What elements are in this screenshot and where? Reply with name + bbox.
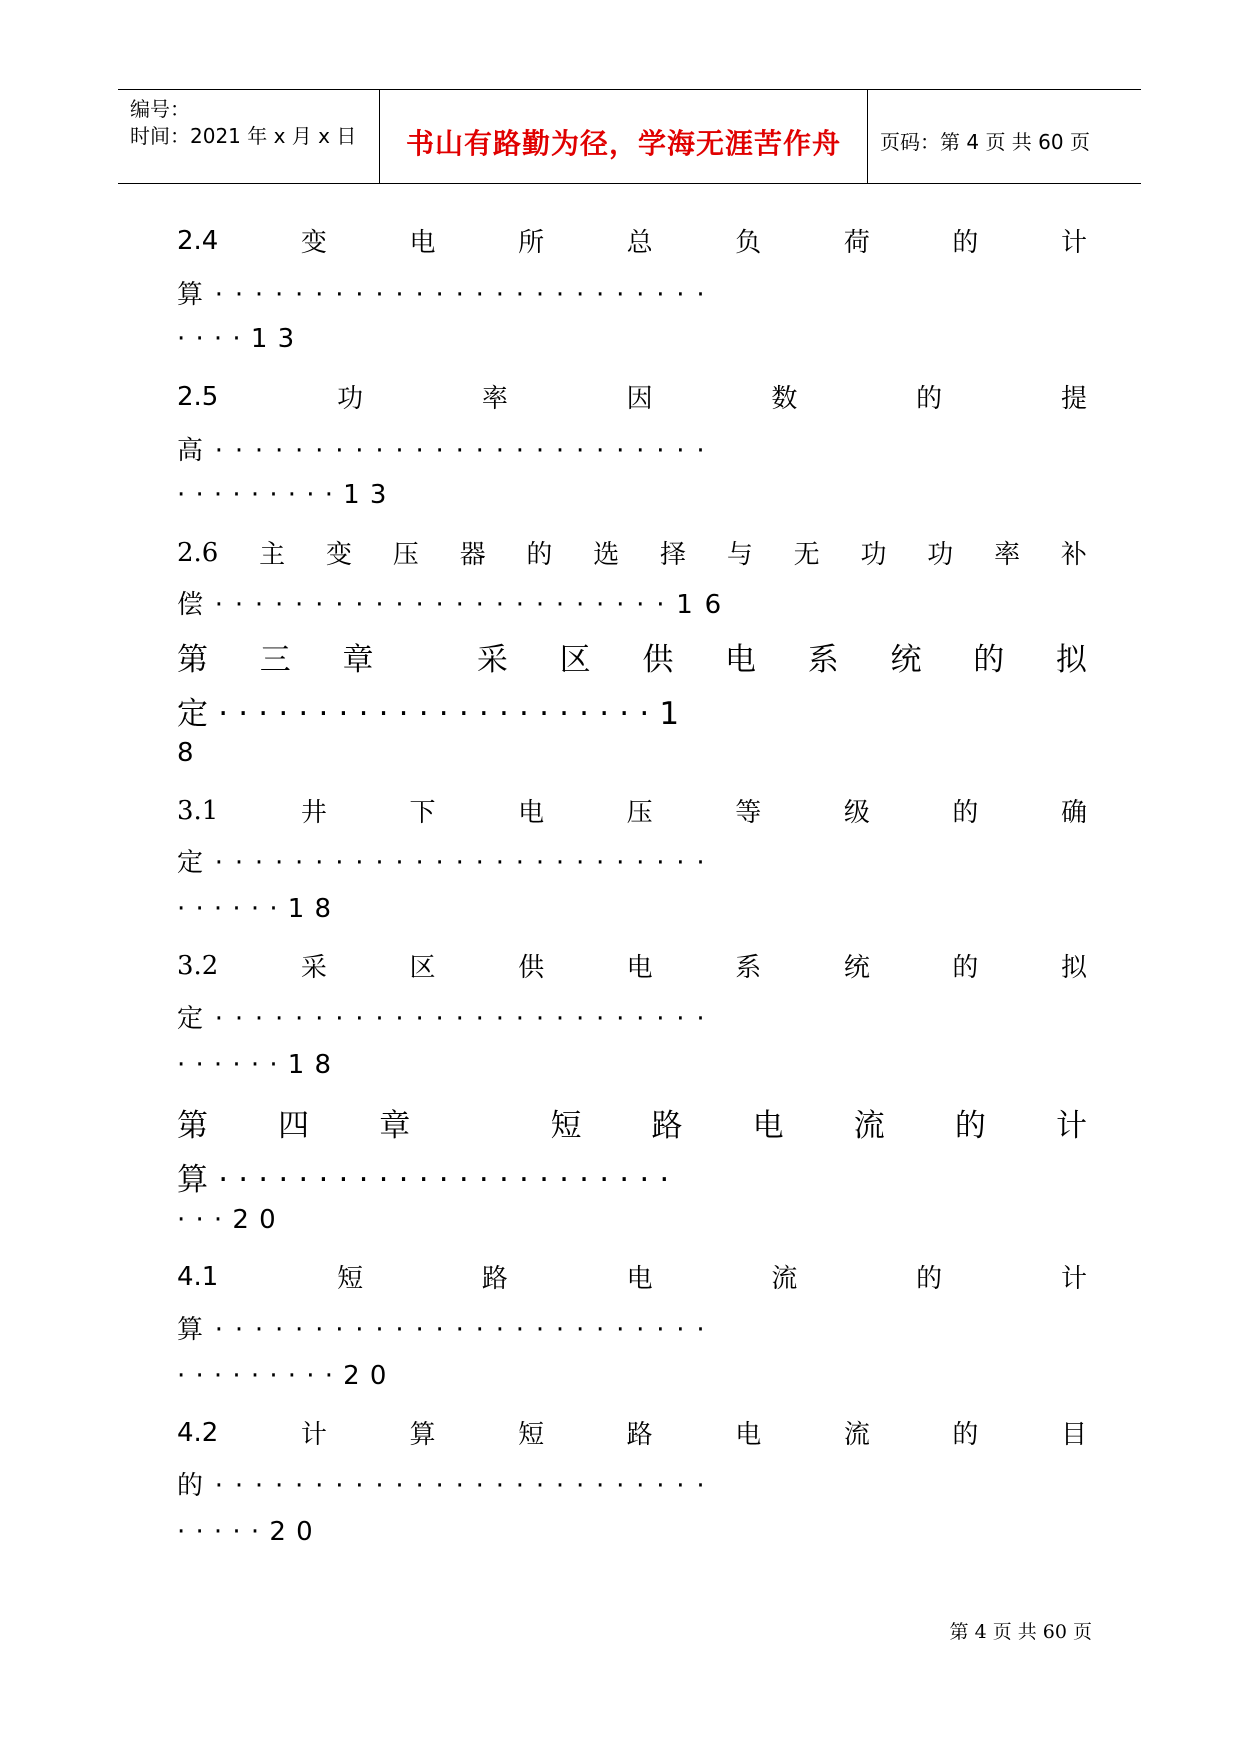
title-char: 电 [626, 1264, 653, 1294]
title-char: 供 [518, 953, 545, 983]
toc-entry-3-2-leader: 定························· [177, 1004, 717, 1034]
toc-chapter-4-page: ···20 [177, 1205, 286, 1235]
title-char: 率 [481, 384, 508, 414]
title-char: 因 [626, 384, 653, 414]
title-char: 计 [1060, 1264, 1087, 1294]
toc-entry-2-5-title [177, 378, 1087, 415]
title-char: 拟 [1055, 642, 1087, 678]
title-char: 采 [476, 642, 508, 678]
title-char: 电 [735, 1420, 762, 1450]
toc-entry-2-4-leader: 算························· [177, 280, 717, 310]
section-number: 2.5 [177, 381, 219, 412]
toc-entry-3-1-page: ······18 [177, 894, 342, 924]
title-char: 负 [735, 228, 762, 258]
title-char: 区 [409, 953, 436, 983]
title-char: 流 [771, 1264, 798, 1294]
header-page-info: 页码：第 4 页 共 60 页 [880, 130, 1090, 154]
title-char: 的 [526, 540, 553, 570]
title-char: 电 [752, 1108, 784, 1144]
title-char: 目 [1060, 1420, 1087, 1450]
title-char: 的 [973, 642, 1005, 678]
title-char: 功 [337, 384, 364, 414]
title-char: 的 [952, 1420, 979, 1450]
title-char: 择 [660, 540, 687, 570]
title-char: 级 [843, 798, 870, 828]
title-char: 功 [927, 540, 954, 570]
title-char: 荷 [843, 228, 870, 258]
page-footer: 第 4 页 共 60 页 [949, 1621, 1092, 1643]
title-char: 压 [392, 540, 419, 570]
title-char: 路 [651, 1108, 683, 1144]
title-char: 数 [771, 384, 798, 414]
toc-entry-2-4-page: ····13 [177, 324, 305, 354]
toc-entry-4-2-page: ·····20 [177, 1517, 323, 1547]
title-char: 电 [409, 228, 436, 258]
toc-entry-2-5-leader: 高························· [177, 436, 717, 466]
title-char: 变 [300, 228, 327, 258]
title-char: 系 [735, 953, 762, 983]
toc-entry-3-2-title [177, 947, 1087, 984]
date-label: 时间：2021 年 x 月 x 日 [130, 124, 357, 148]
section-number: 4.2 [177, 1417, 219, 1448]
header-meta [118, 90, 379, 183]
page-header [118, 89, 1141, 184]
title-char: 电 [626, 953, 653, 983]
toc-chapter-4-title [177, 1100, 1087, 1145]
toc-entry-4-1-title [177, 1258, 1087, 1295]
title-char: 短 [337, 1264, 364, 1294]
title-char: 流 [853, 1108, 885, 1144]
title-char: 第 [177, 1108, 208, 1144]
toc-chapter-4-leader: 算······················· [177, 1162, 680, 1198]
title-char: 补 [1060, 540, 1087, 570]
title-char: 采 [300, 953, 327, 983]
toc-entry-4-1-leader: 算························· [177, 1315, 717, 1345]
header-motto-cell [379, 90, 868, 183]
serial-number-label: 编号： [130, 97, 190, 121]
title-char: 计 [1060, 228, 1087, 258]
toc-entry-3-1-leader: 定························· [177, 848, 717, 878]
title-char: 率 [994, 540, 1021, 570]
title-char: 提 [1060, 384, 1087, 414]
title-char: 的 [954, 1108, 986, 1144]
title-char: 章 [342, 642, 374, 678]
title-char: 章 [379, 1108, 411, 1144]
title-char: 统 [890, 642, 922, 678]
section-number: 3.2 [177, 950, 219, 981]
toc-chapter-3-leader: 定······················1 [177, 696, 690, 732]
motto: 书山有路勤为径，学海无涯苦作舟 [405, 126, 841, 160]
title-char: 的 [916, 384, 943, 414]
title-char: 路 [481, 1264, 508, 1294]
toc-entry-2-6-leader: 偿·······················16 [177, 590, 733, 620]
toc-entry-3-1-title [177, 792, 1087, 829]
title-char: 的 [952, 953, 979, 983]
title-char: 等 [735, 798, 762, 828]
toc-chapter-3-title [177, 634, 1087, 679]
title-char: 计 [300, 1420, 327, 1450]
section-number: 2.6 [177, 537, 219, 568]
toc-entry-2-6-title [177, 534, 1087, 571]
title-char: 系 [807, 642, 839, 678]
section-number: 3.1 [177, 795, 219, 826]
title-char: 短 [550, 1108, 582, 1144]
section-number: 4.1 [177, 1261, 219, 1292]
title-char: 的 [916, 1264, 943, 1294]
title-char: 拟 [1060, 953, 1087, 983]
title-char: 路 [626, 1420, 653, 1450]
title-char: 器 [459, 540, 486, 570]
toc-entry-2-5-page: ·········13 [177, 480, 397, 510]
title-char: 功 [860, 540, 887, 570]
title-char: 主 [259, 540, 286, 570]
title-char: 电 [518, 798, 545, 828]
toc-entry-4-1-page: ·········20 [177, 1361, 397, 1391]
toc-entry-4-2-title [177, 1414, 1087, 1451]
title-char: 区 [559, 642, 591, 678]
title-char: 井 [300, 798, 327, 828]
title-char: 短 [518, 1420, 545, 1450]
title-char: 的 [952, 228, 979, 258]
toc-entry-2-4-title [177, 222, 1087, 259]
title-char: 供 [642, 642, 674, 678]
title-char: 确 [1060, 798, 1087, 828]
title-char: 四 [278, 1108, 310, 1144]
title-char: 三 [259, 642, 291, 678]
toc-entry-3-2-page: ······18 [177, 1050, 342, 1080]
title-char: 变 [325, 540, 352, 570]
title-char: 的 [952, 798, 979, 828]
title-char: 无 [793, 540, 820, 570]
title-char: 流 [843, 1420, 870, 1450]
title-char: 压 [626, 798, 653, 828]
title-char: 与 [726, 540, 753, 570]
title-char: 算 [409, 1420, 436, 1450]
title-char: 下 [409, 798, 436, 828]
header-page-cell [868, 90, 1141, 183]
title-char: 所 [518, 228, 545, 258]
title-char: 总 [626, 228, 653, 258]
title-char: 第 [177, 642, 208, 678]
title-char: 统 [843, 953, 870, 983]
title-char: 计 [1055, 1108, 1087, 1144]
toc-entry-4-2-leader: 的························· [177, 1471, 717, 1501]
title-char: 电 [725, 642, 757, 678]
toc-chapter-3-page: 8 [177, 738, 194, 768]
section-number: 2.4 [177, 225, 219, 256]
title-char: 选 [593, 540, 620, 570]
